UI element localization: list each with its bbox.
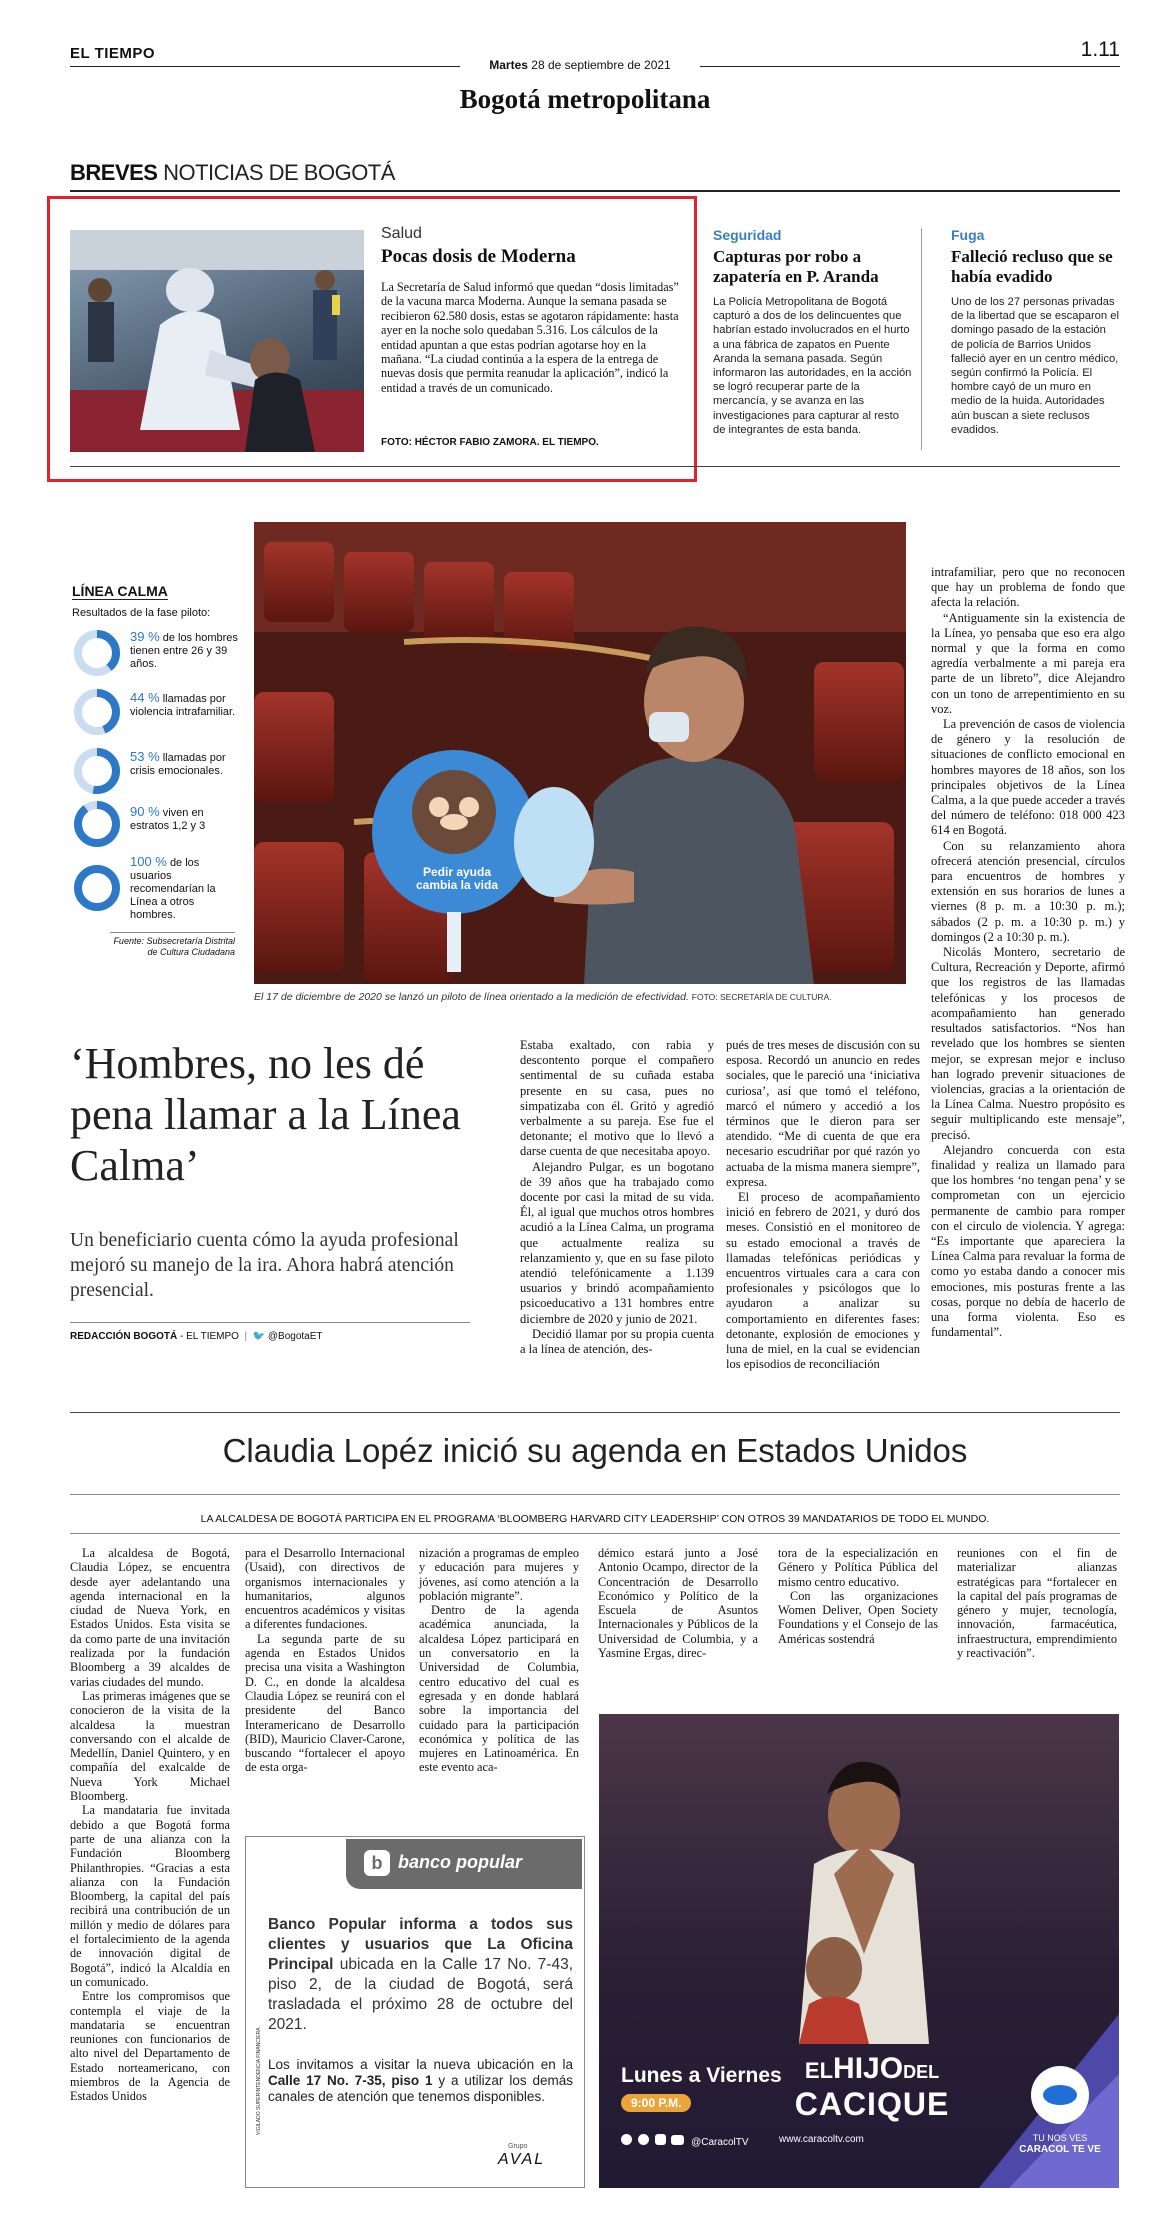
- stat-desc: llamadas por violencia intrafamiliar.: [130, 693, 236, 718]
- paragraph: pués de tres meses de discusión con su esposa. Recordó un anuncio en redes sociales, que le pareció una ‘iniciativa curiosa’, así que tomó el teléfono, marcó el número y accedió a los términos que le dieron para ser atendido. “Me di cuenta de que era necesario escudriñar por qué razón yo actuaba de la misma manera siempre”, expresa.: [726, 1038, 920, 1189]
- banco-text-2: [268, 2057, 573, 2105]
- main-col-2: [726, 1038, 920, 1372]
- paragraph: reuniones con el fin de materializar alianzas estratégicas para “fortalecer en la capital del país programas de género y mujer, tecnología, innovación, farmacéutica, infraestructura, emprendimiento y reactivación”.: [957, 1546, 1117, 1661]
- claudia-rule-2: [70, 1533, 1120, 1534]
- stat-donut: [72, 628, 122, 678]
- linea-calma-source: Fuente: Subsecretaría Distrital de Cultura Ciudadana: [113, 936, 235, 957]
- paragraph: Alejandro Pulgar, es un bogotano de 39 años que ha trabajado como docente por casi la mitad de su vida. Él, al igual que muchos otros hombres acudió a la Línea Calma, un programa que actualmente realiza su relanzamiento y, que en su fase piloto atendió telefónicamente a 1.139 usuarios y brindó acompañamiento psicoeducativo a 131 hombres entre diciembre de 2020 y junio de 2021.: [520, 1159, 714, 1326]
- fan-text-line-2: cambia la vida: [415, 878, 499, 892]
- paragraph: démico estará junto a José Antonio Ocampo, director de la Concentración de Desarrollo Económico y Político de la Escuela de Asuntos Internacionales y Públicos de la Universidad de Columbia, y a Yasmine Ergas, direc-: [598, 1546, 758, 1661]
- breves-bottom-rule: [70, 466, 1120, 467]
- paragraph: Alejandro concuerda con esta finalidad y realiza un llamado para que los hombres ‘no tengan pena’ y se comprometan con un ejercicio permanente de cambio para romper con el circulo de violencia. Y agrega: “Es importante que apareciera la Línea Calma para revaluar la forma de como yo estaba dando a conocer mis emociones, mis posturas frente a las cosas, porque no debía de hacerlo de una forma violenta. Eso es fundamental”.: [931, 1142, 1125, 1340]
- claudia-col-4: [598, 1546, 758, 1660]
- banco-text-2a: Los invitamos a visitar la nueva ubicación en la: [268, 2057, 573, 2072]
- banco-text-2b: Calle 17 No. 7-35, piso 1: [268, 2073, 433, 2088]
- donut-fill: [78, 805, 116, 843]
- aval-group-small: Grupo: [508, 2143, 528, 2150]
- paragraph: La mandataria fue invitada debido a que Bogotá forma parte de una alianza con la Fundación Bloomberg Philanthropies. “Gracias a esta alianza con la Fundación Bloomberg, la capital del país recibirá una contribución de un millón y medio de dólares para el fortalecimiento de la agenda de innovación digital de Bogotá”, indicó la Alcaldía en un comunicado.: [70, 1803, 230, 1989]
- masthead-rule-right: [700, 66, 1120, 67]
- show-title-del: DEL: [903, 2062, 940, 2082]
- issue-date: [470, 58, 690, 72]
- paragraph: Dentro de la agenda académica anunciada, la alcaldesa López participará en un conversatorio en la Universidad de Columbia, centro educativo del cual es egresada y en donde hablará sobre la importancia del cuidado para la participación económica y política de las mujeres en Latinoamérica. En este evento aca-: [419, 1603, 579, 1775]
- stat-item: [72, 628, 237, 683]
- paragraph: Con las organizaciones Women Deliver, Open Society Foundations y el Consejo de las Américas sostendrá: [778, 1588, 938, 1646]
- salud-body: La Secretaría de Salud informó que quedan “dosis limitadas” de la vacuna marca Moderna. Aunque la semana pasada se recibieron 62.580 dosis, estas se agotaron rápidamente: hasta ayer en la noche solo quedaban 5.316. Los cálculos de la entidad apuntan a que estas podrían agotarse hoy en la mañana. “La ciudad continúa a la espera de la entrega de nuevas dosis que permita reanudar la aplicación”, indicó la entidad a través de un comunicado.: [381, 280, 679, 395]
- stat-pct: 100 %: [130, 854, 167, 869]
- paragraph: La prevención de casos de violencia de género y la resolución de situaciones de conflicto emocional en hombres mayores de 18 años, son los principales objetivos de la Línea Calma, a la que puede acceder a través del número de teléfono: 018 000 423 614 en Bogotá.: [931, 717, 1125, 838]
- claudia-col-3: [419, 1546, 579, 1775]
- stat-text: [130, 691, 238, 719]
- banco-banner: [346, 1839, 582, 1889]
- stat-desc: de los usuarios recomendarían la Línea a otros hombres.: [130, 857, 216, 921]
- social-row: [621, 2134, 749, 2148]
- stat-text: [130, 750, 238, 778]
- banco-text-1: [268, 1915, 573, 2035]
- masthead-rule-left: [70, 66, 460, 67]
- youtube-icon[interactable]: [671, 2135, 684, 2145]
- stat-desc: llamadas por crisis emocionales.: [130, 752, 226, 777]
- caracol-social-handle[interactable]: @CaracolTV: [691, 2137, 749, 2148]
- show-title-hijo: HIJO: [833, 2052, 904, 2085]
- breves-header-light: NOTICIAS DE BOGOTÁ: [163, 160, 395, 185]
- caracol-website[interactable]: www.caracoltv.com: [779, 2134, 864, 2145]
- section-title: Bogotá metropolitana: [459, 84, 711, 114]
- claudia-col-6: [957, 1546, 1117, 1660]
- fan-text-line-1: Pedir ayuda: [422, 865, 492, 879]
- paragraph: Estaba exaltado, con rabia y descontento porque el compañero sentimental de su cuñada estaba presente en su casa, pues no simpatizaba con él. Gritó y agredió verbalmente a su pareja. Ese fue el detonante; el motivo que lo llevó a darse cuenta de que necesitaba apoyo.: [520, 1038, 714, 1159]
- salud-headline: Pocas dosis de Moderna: [381, 246, 576, 267]
- stat-pct: 53 %: [130, 749, 160, 764]
- paragraph: La alcaldesa de Bogotá, Claudia López, se encuentra desde ayer adelantando una agenda internacional en la ciudad de Nueva York, en Estados Unidos. Esta visita se da como parte de una invitación realizada por la fundación Bloomberg a 39 alcaldes de varias ciudades del mundo.: [70, 1546, 230, 1689]
- banco-text-bold: Banco Popular informa a todos sus clientes y usuarios que La Oficina Principal: [268, 1916, 573, 1973]
- main-col-3: [931, 565, 1125, 1340]
- stat-donut: [72, 746, 122, 796]
- caracol-tagline-1: TU NOS VES: [1032, 2133, 1088, 2143]
- paragraph: Las primeras imágenes que se conocieron de la visita de la alcaldesa la muestran conversando con el alcalde de Medellín, Daniel Quintero, y en compañía del exalcalde de Nueva York Michael Bloomberg.: [70, 1688, 230, 1804]
- caracol-eye-inner-icon: [1043, 2085, 1077, 2105]
- stat-desc: viven en estratos 1,2 y 3: [130, 807, 206, 832]
- show-title-el: EL: [804, 2058, 834, 2083]
- seguridad-body: La Policía Metropolitana de Bogotá capturó a dos de los delincuentes que habrían estado involucrados en el hurto a una fábrica de zapatos en Puente Aranda la semana pasada. Según informaron las autoridades, en la acción se logró recuperar parte de la mercancía, y se avanza en las investigaciones para capturar al resto de integrantes de esta banda.: [713, 296, 912, 436]
- paragraph: para el Desarrollo Internacional (Usaid), con directivos de organismos internacionales y humanitarios, algunos encuentros académicos y visitas a diferentes fundaciones.: [245, 1546, 405, 1632]
- twitter-icon[interactable]: [638, 2134, 649, 2145]
- source-rule: [110, 932, 235, 933]
- page-number: 1.11: [1080, 38, 1120, 61]
- main-col-1: [520, 1038, 714, 1357]
- paragraph: Con su relanzamiento ahora ofrecerá atención presencial, círculos para encuentros de hombres y extensión en sus horarios de lunes a viernes (8 p. m. a 10:30 p. m.); sábados (2 p. m. a 10:30 p. m.) y domingos (2 a 10:30 p. m.).: [931, 838, 1125, 944]
- breves-header-bold: BREVES: [70, 160, 158, 185]
- breves-divider-1: [921, 228, 922, 450]
- fuga-headline: Falleció recluso que se había evadido: [951, 247, 1113, 286]
- main-dek: Un beneficiario cuenta cómo la ayuda profesional mejoró su manejo de la ira. Ahora habrá atención presencial.: [70, 1230, 459, 1301]
- show-days: Lunes a Viernes: [621, 2064, 782, 2087]
- banco-text-body: ubicada en la Calle 17 No. 7-43, piso 2, de la ciudad de Bogotá, será trasladada el próximo 28 de octubre del 2021.: [268, 1956, 573, 2033]
- claudia-col-5: [778, 1546, 938, 1646]
- claudia-col-2: [245, 1546, 405, 1775]
- fan-text: [402, 866, 512, 892]
- paragraph: intrafamiliar, pero que no reconocen que hay un problema de fondo que afecta la relación.: [931, 565, 1125, 610]
- donut-fill: [78, 869, 116, 907]
- linea-calma-title: LÍNEA CALMA: [72, 583, 168, 599]
- fuga-body: Uno de los 27 personas privadas de la libertad que se escaparon el domingo pasado de la estación de policía de Barrios Unidos falleció ayer en un centro médico, según confirmó la Policía. El hombre cayó de un muro en medio de la huida. Autoridades aún buscan a siete reclusos evadidos.: [951, 296, 1119, 436]
- stat-pct: 44 %: [130, 690, 160, 705]
- photo-caption: [254, 991, 906, 1003]
- instagram-icon[interactable]: [655, 2134, 666, 2145]
- theater-scene-icon: [254, 522, 906, 984]
- vaccination-scene-icon: [70, 230, 364, 452]
- twitter-icon: 🐦: [252, 1331, 266, 1342]
- main-headline: ‘Hombres, no les dé pena llamar a la Línea Calma’: [70, 1039, 461, 1190]
- seguridad-headline: Capturas por robo a zapatería en P. Aranda: [713, 247, 879, 286]
- stat-text: [130, 855, 238, 922]
- vaccination-photo: [70, 230, 364, 452]
- stat-desc: de los hombres tienen entre 26 y 39 años.: [130, 632, 238, 670]
- fuga-kicker: Fuga: [951, 227, 985, 243]
- caracol-tagline-2: CARACOL TE VE: [1019, 2144, 1101, 2155]
- paragraph: nización a programas de empleo y educación para mujeres y jóvenes, así como atención a la población migrante”.: [419, 1546, 579, 1603]
- seguridad-kicker: Seguridad: [713, 227, 782, 243]
- paragraph: tora de la especialización en Género y Política Pública del mismo centro educativo.: [778, 1546, 938, 1589]
- stat-pct: 39 %: [130, 629, 160, 644]
- linea-calma-photo: [254, 522, 906, 984]
- stat-pct: 90 %: [130, 804, 160, 819]
- byline-separator: |: [241, 1331, 250, 1342]
- byline-rest: - EL TIEMPO: [180, 1331, 239, 1342]
- paragraph: La segunda parte de su agenda en Estados Unidos precisa una visita a Washington D. C., en donde la alcaldesa Claudia López se reunirá con el presidente del Banco Interamericano de Desarrollo (BID), Mauricio Claver-Carone, buscando “fortalecer el apoyo de esta orga-: [245, 1631, 405, 1775]
- photo-caption-text: El 17 de diciembre de 2020 se lanzó un piloto de línea orientado a la medición de efectividad.: [254, 991, 689, 1003]
- story-bottom-rule: [70, 1412, 1120, 1413]
- paragraph: Entre los compromisos que contempla el viaje de la mandataria se encuentran reuniones con funcionarios de alto nivel del Departamento de Estado norteamericano, con miembros de la Agencia de Estados Unidos: [70, 1989, 230, 2104]
- paragraph: “Antiguamente sin la existencia de la Línea, yo pensaba que eso era algo normal y que la forma en como agredía verbalmente a mi pareja era parte de un libreto”, dice Alejandro con un tono de arrepentimiento en su voz.: [931, 610, 1125, 716]
- paragraph: Nicolás Montero, secretario de Cultura, Recreación y Deporte, afirmó que los registros de las llamadas telefónicas y los procesos de acompañamiento han generado resultados satisfactorios. “Nos han revelado que los hombres se sienten mejor, se expresan mejor e incluso han logrado prevenir situaciones de violencias, gracias a la orientación de la Línea Calma. Nuestro propósito es seguir multiplicando este mensaje”, precisó.: [931, 945, 1125, 1142]
- claudia-rule-1: [70, 1494, 1120, 1495]
- paragraph: Decidió llamar por su propia cuenta a la línea de atención, des-: [520, 1326, 714, 1357]
- twitter-handle: @BogotaET: [267, 1331, 323, 1342]
- stat-item: [72, 799, 237, 854]
- banco-logo-icon: b: [364, 1850, 390, 1876]
- stat-text: [130, 630, 238, 671]
- byline: [70, 1331, 323, 1342]
- paragraph: El proceso de acompañamiento inició en febrero de 2021, y duró dos meses. Consistió en el monitoreo de su estado emocional a través de llamadas telefónicas periódicas y encuentros virtuales cara a cara con profesionales y psicólogos que lo ayudaron a analizar su comportamiento en diferentes fases: detonante, explosión de emociones y luna de miel, en la cual se evidencian los episodios de reconciliación: [726, 1190, 920, 1372]
- stat-donut: [72, 799, 122, 849]
- claudia-headline: Claudia Lopéz inició su agenda en Estados Unidos: [222, 1432, 968, 1469]
- caracol-tagline: [1007, 2132, 1113, 2156]
- stat-donut: [72, 863, 122, 913]
- show-title: [777, 2052, 967, 2122]
- banco-text-2c: y a utilizar los demás canales de atención que tenemos disponibles.: [268, 2073, 573, 2104]
- claudia-dek: LA ALCALDESA DE BOGOTÁ PARTICIPA EN EL PROGRAMA ‘BLOOMBERG HARVARD CITY LEADERSHIP’ CON OTROS 39 MANDATARIOS DE TODO EL MUNDO.: [200, 1513, 990, 1525]
- salud-photo-credit: FOTO: HÉCTOR FABIO ZAMORA. EL TIEMPO.: [381, 437, 599, 448]
- issue-weekday: Martes: [489, 58, 528, 72]
- paper-name: EL TIEMPO: [70, 45, 156, 62]
- banco-brand: banco popular: [398, 1852, 523, 1872]
- byline-bold: REDACCIÓN BOGOTÁ: [70, 1331, 178, 1342]
- stat-item: [72, 746, 237, 801]
- stat-item: [72, 687, 237, 742]
- caracol-ad[interactable]: [599, 1714, 1119, 2188]
- breves-rule: [70, 190, 1120, 192]
- claudia-col-1: [70, 1546, 230, 2104]
- show-title-cacique: CACIQUE: [794, 2086, 950, 2122]
- banco-popular-ad[interactable]: [245, 1836, 585, 2188]
- photo-caption-credit: FOTO: SECRETARÍA DE CULTURA.: [691, 992, 832, 1002]
- stat-item: [72, 855, 237, 935]
- facebook-icon[interactable]: [621, 2134, 632, 2145]
- show-time: 9:00 P.M.: [621, 2094, 691, 2112]
- linea-calma-subtitle: Resultados de la fase piloto:: [72, 607, 211, 619]
- breves-header: [70, 160, 395, 186]
- caracol-eye-icon: [1031, 2066, 1089, 2124]
- stat-donut: [72, 687, 122, 737]
- aval-logo: AVAL: [498, 2151, 546, 2168]
- stat-text: [130, 805, 238, 833]
- banco-side-label: VIGILADO SUPERINTENDENCIA FINANCIERA: [256, 2027, 262, 2135]
- issue-date-rest: 28 de septiembre de 2021: [531, 58, 671, 72]
- salud-kicker: Salud: [381, 225, 422, 242]
- byline-rule: [70, 1322, 470, 1323]
